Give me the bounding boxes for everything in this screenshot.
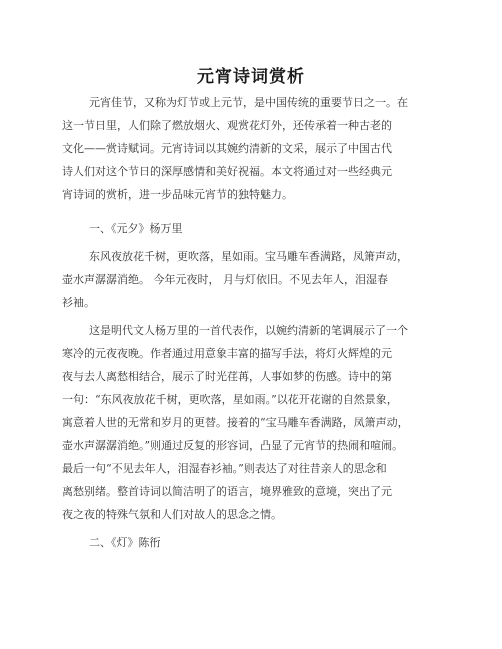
poem-line-3: 衫袖。 xyxy=(62,296,95,309)
analysis-line-9: 夜之夜的特殊气氛和人们对故人的思念之情。 xyxy=(62,508,282,521)
analysis-line-1: 这是明代文人杨万里的一首代表作，以婉约清新的笔调展示了一个 xyxy=(89,324,408,337)
poem-line-2: 壶水声潺潺消绝。 今年元夜时， 月与灯依旧。不见去年人，泪湿春 xyxy=(62,273,388,286)
intro-line-2: 这一节日里，人们除了燃放烟火、观赏花灯外，还传承着一种古老的 xyxy=(62,119,392,132)
document-title: 元宵诗词赏析 xyxy=(197,67,305,87)
intro-line-5: 宵诗词的赏析，进一步品味元宵节的独特魅力。 xyxy=(62,188,293,201)
poem-line-1: 东风夜放花千树，更吹落，星如雨。宝马雕车香满路，凤箫声动， xyxy=(89,250,408,263)
analysis-line-5: 寓意着人世的无常和岁月的更替。接着的“宝马雕车香满路，凤箫声动， xyxy=(62,416,409,429)
section-heading-2: 二、《灯》陈衎 xyxy=(89,536,161,549)
analysis-line-2: 寒冷的元夜夜晚。作者通过用意象丰富的描写手法，将灯火辉煌的元 xyxy=(62,347,392,360)
analysis-line-3: 夜与去人离愁相结合，展示了时光荏苒，人事如梦的伤感。诗中的第 xyxy=(62,370,392,383)
section-heading-1: 一、《元夕》杨万里 xyxy=(89,222,183,235)
intro-line-1: 元宵佳节，又称为灯节或上元节，是中国传统的重要节日之一。在 xyxy=(89,96,408,109)
intro-line-4: 诗人们对这个节日的深厚感情和美好祝福。本文将通过对一些经典元 xyxy=(62,165,392,178)
analysis-line-7: 最后一句“不见去年人，泪湿春衫袖。”则表达了对往昔亲人的思念和 xyxy=(62,462,387,475)
analysis-line-4: 一句：“东风夜放花千树，更吹落，星如雨。”以花开花谢的自然景象， xyxy=(62,393,398,406)
analysis-line-8: 离愁别绪。整首诗词以简洁明了的语言，境界雅致的意境，突出了元 xyxy=(62,485,392,498)
intro-line-3: 文化——赏诗赋词。元宵诗词以其婉约清新的文采，展示了中国古代 xyxy=(62,142,392,155)
analysis-line-6: 壶水声潺潺消绝。”则通过反复的形容词，凸显了元宵节的热闹和喧闹。 xyxy=(62,439,404,452)
